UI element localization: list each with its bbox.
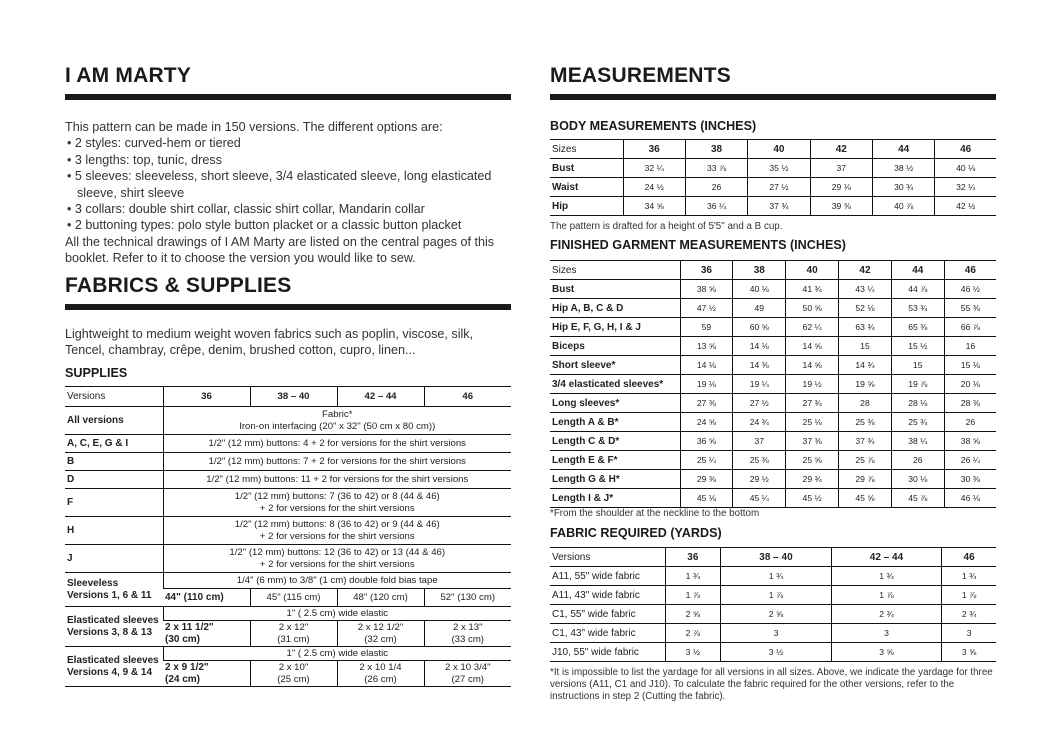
row-value: 15 ⅛ xyxy=(944,356,996,375)
header-cell: Sizes xyxy=(550,261,680,280)
row-value: 37 ¾ xyxy=(748,197,810,216)
row-value: 38 ¼ xyxy=(891,432,944,451)
row-value: 1 ⅞ xyxy=(665,586,721,605)
finished-measurements-title: FINISHED GARMENT MEASUREMENTS (INCHES) xyxy=(550,238,846,252)
row-value: 1 ⅞ xyxy=(721,586,832,605)
row-value: 29 ⅛ xyxy=(810,178,872,197)
row-value: 41 ¾ xyxy=(786,280,839,299)
row-value: 26 xyxy=(944,413,996,432)
row-value: 14 ¾ xyxy=(839,356,892,375)
row-value: 2 x 10 3/4" (27 cm) xyxy=(424,661,511,687)
row-value: 33 ⅞ xyxy=(685,159,747,178)
row-value: 25 ⅜ xyxy=(839,413,892,432)
row-value: 45 ⅞ xyxy=(891,489,944,508)
row-value: 14 ⅛ xyxy=(733,337,786,356)
row-value: 15 ½ xyxy=(891,337,944,356)
row-value: 1 ¾ xyxy=(721,567,832,586)
row-value: 24 ½ xyxy=(623,178,685,197)
row-value: 13 ⅝ xyxy=(680,337,733,356)
row-value: 30 ¾ xyxy=(873,178,935,197)
header-cell: 36 xyxy=(623,140,685,159)
body-rows xyxy=(550,159,996,216)
row-value: 63 ¾ xyxy=(839,318,892,337)
row-value: 2 ⅝ xyxy=(721,605,832,624)
row-label: Hip E, F, G, H, I & J xyxy=(550,318,680,337)
fabric-note: *It is impossible to list the yardage for all versions in all sizes. Above, we indicate the yardage for three versions (A11, C1 and J10). To calculate the fabric required for the other versions, refer to the instructions in step 2 (Cutting the fabric). xyxy=(550,667,993,702)
table-row xyxy=(65,471,511,489)
row-value: 2 ⅝ xyxy=(665,605,721,624)
header-cell: 42 – 44 xyxy=(337,387,424,407)
row-label: A, C, E, G & I xyxy=(65,435,163,453)
row-label: Length E & F* xyxy=(550,451,680,470)
row-value: 1 ⅞ xyxy=(942,586,996,605)
row-label: H xyxy=(65,517,163,545)
row-value: 14 ⅝ xyxy=(786,356,839,375)
row-value: 32 ¼ xyxy=(623,159,685,178)
header-cell: 42 xyxy=(810,140,872,159)
row-value: 19 ⅞ xyxy=(891,375,944,394)
header-cell: 44 xyxy=(873,140,935,159)
row-value: 40 ⅛ xyxy=(935,159,996,178)
table-row xyxy=(65,573,511,589)
row-label: F xyxy=(65,489,163,517)
row-value: 1/2" (12 mm) buttons: 4 + 2 for versions for the shirt versions xyxy=(163,435,511,453)
table-row xyxy=(550,605,996,624)
table-header-row xyxy=(550,548,996,567)
row-label: Bust xyxy=(550,280,680,299)
table-row xyxy=(550,567,996,586)
row-value: 48" (120 cm) xyxy=(337,589,424,607)
row-value: 36 ⅝ xyxy=(680,432,733,451)
row-value: 2 x 10" (25 cm) xyxy=(250,661,337,687)
row-value: 2 ⅞ xyxy=(665,624,721,643)
row-value: 38 ½ xyxy=(873,159,935,178)
row-value: 38 ⅝ xyxy=(944,432,996,451)
row-value: 15 xyxy=(891,356,944,375)
row-label: Long sleeves* xyxy=(550,394,680,413)
row-label: Biceps xyxy=(550,337,680,356)
row-value: 1 ¾ xyxy=(942,567,996,586)
table-row xyxy=(550,197,996,216)
header-cell: 40 xyxy=(786,261,839,280)
body-note: The pattern is drafted for a height of 5'5" and a B cup. xyxy=(550,221,783,232)
row-value: 28 ⅛ xyxy=(891,394,944,413)
row-value: 27 ½ xyxy=(748,178,810,197)
fabric-rows xyxy=(550,567,996,662)
body-measurements-table xyxy=(550,139,996,216)
table-row xyxy=(65,435,511,453)
table-row xyxy=(550,489,996,508)
intro-bullet: • 5 sleeves: sleeveless, short sleeve, 3/4 elasticated sleeve, long elasticated sleeve, shirt sleeve xyxy=(67,169,492,200)
table-row xyxy=(550,356,996,375)
row-value: 1/2" (12 mm) buttons: 7 (36 to 42) or 8 (44 & 46) + 2 for versions for the shirt versions xyxy=(163,489,511,517)
row-label: 3/4 elasticated sleeves* xyxy=(550,375,680,394)
row-value: 40 ⅞ xyxy=(873,197,935,216)
row-value: 2 ¾ xyxy=(831,605,942,624)
fabric-required-title: FABRIC REQUIRED (YARDS) xyxy=(550,526,722,540)
row-value: 1 ¾ xyxy=(831,567,942,586)
row-value: 29 ¾ xyxy=(786,470,839,489)
table-header-row xyxy=(550,140,996,159)
finished-rows xyxy=(550,280,996,508)
row-value: 49 xyxy=(733,299,786,318)
header-cell: 38 – 40 xyxy=(250,387,337,407)
table-row xyxy=(550,159,996,178)
row-value: 25 ⅞ xyxy=(839,451,892,470)
row-value: 29 ½ xyxy=(733,470,786,489)
row-value: 34 ⅝ xyxy=(623,197,685,216)
row-value: 26 ¼ xyxy=(944,451,996,470)
table-row xyxy=(65,607,511,621)
row-value: 1/4" (6 mm) to 3/8" (1 cm) double fold bias tape xyxy=(163,573,511,589)
row-value: 1" ( 2.5 cm) wide elastic xyxy=(163,647,511,661)
row-value: 25 ⅜ xyxy=(733,451,786,470)
table-row xyxy=(550,586,996,605)
row-value: 15 xyxy=(839,337,892,356)
row-label: B xyxy=(65,453,163,471)
table-row xyxy=(550,299,996,318)
row-value: 2 ¾ xyxy=(942,605,996,624)
header-cell: Sizes xyxy=(550,140,623,159)
row-value: 14 ⅜ xyxy=(733,356,786,375)
row-value: 37 xyxy=(733,432,786,451)
row-label: Bust xyxy=(550,159,623,178)
row-value: 37 ¾ xyxy=(839,432,892,451)
row-value: 3 xyxy=(942,624,996,643)
row-label: D xyxy=(65,471,163,489)
row-value: 45 ¼ xyxy=(733,489,786,508)
measurements-rule xyxy=(550,94,996,100)
row-label: Elasticated sleeves Versions 3, 8 & 13 xyxy=(65,607,163,647)
intro-bullet: • 3 lengths: top, tunic, dress xyxy=(67,152,222,167)
table-row xyxy=(550,375,996,394)
row-label: Hip xyxy=(550,197,623,216)
row-label: Length I & J* xyxy=(550,489,680,508)
row-value: 14 ⅝ xyxy=(786,337,839,356)
header-cell: 36 xyxy=(680,261,733,280)
table-row xyxy=(65,407,511,435)
header-cell: 38 xyxy=(685,140,747,159)
row-value: 3 xyxy=(831,624,942,643)
row-value: 20 ⅛ xyxy=(944,375,996,394)
row-value: 43 ¼ xyxy=(839,280,892,299)
row-label: C1, 43" wide fabric xyxy=(550,624,665,643)
row-value: 27 ½ xyxy=(733,394,786,413)
row-value: 38 ⅝ xyxy=(680,280,733,299)
table-row xyxy=(550,470,996,489)
intro-closing: All the technical drawings of I AM Marty are listed on the central pages of this booklet. Refer to it to choose the version you would like to sew. xyxy=(65,234,495,266)
table-row xyxy=(65,489,511,517)
row-value: 1" ( 2.5 cm) wide elastic xyxy=(163,607,511,621)
intro-bullet: • 3 collars: double shirt collar, classic shirt collar, Mandarin collar xyxy=(67,202,425,217)
row-value: 2 x 12 1/2" (32 cm) xyxy=(337,621,424,647)
row-value: 46 ⅛ xyxy=(944,489,996,508)
table-row xyxy=(550,280,996,299)
header-cell: 36 xyxy=(665,548,721,567)
table-row xyxy=(550,624,996,643)
row-value: 19 ½ xyxy=(786,375,839,394)
table-row xyxy=(65,453,511,471)
row-value: 3 ⅝ xyxy=(942,643,996,662)
row-value: 2 x 9 1/2" (24 cm) xyxy=(163,661,250,687)
row-value: 14 ⅛ xyxy=(680,356,733,375)
row-value: 25 ⅛ xyxy=(786,413,839,432)
header-cell: 42 xyxy=(839,261,892,280)
row-label: Waist xyxy=(550,178,623,197)
row-value: 45 ½ xyxy=(786,489,839,508)
row-value: 1/2" (12 mm) buttons: 7 + 2 for versions for the shirt versions xyxy=(163,453,511,471)
row-value: 19 ⅛ xyxy=(680,375,733,394)
row-value: 66 ⅞ xyxy=(944,318,996,337)
row-value: 3 ½ xyxy=(721,643,832,662)
row-label: Length A & B* xyxy=(550,413,680,432)
row-label: Hip A, B, C & D xyxy=(550,299,680,318)
table-row xyxy=(550,451,996,470)
row-value: 40 ⅛ xyxy=(733,280,786,299)
table-row xyxy=(550,643,996,662)
table-header-row xyxy=(550,261,996,280)
finished-measurements-table xyxy=(550,260,996,508)
header-cell: 46 xyxy=(424,387,511,407)
row-value: 2 x 13" (33 cm) xyxy=(424,621,511,647)
title-rule xyxy=(65,94,511,100)
row-label: Length C & D* xyxy=(550,432,680,451)
row-value: 50 ⅝ xyxy=(786,299,839,318)
row-value: 2 x 11 1/2" (30 cm) xyxy=(163,621,250,647)
row-value: 29 ⅞ xyxy=(839,470,892,489)
row-value: 53 ¾ xyxy=(891,299,944,318)
row-value: 35 ½ xyxy=(748,159,810,178)
row-value: 39 ⅜ xyxy=(810,197,872,216)
row-value: 65 ⅜ xyxy=(891,318,944,337)
fabrics-rule xyxy=(65,304,511,310)
row-value: 2 x 10 1/4 (26 cm) xyxy=(337,661,424,687)
header-cell: 38 xyxy=(733,261,786,280)
row-value: 26 xyxy=(891,451,944,470)
row-value: 27 ⅜ xyxy=(680,394,733,413)
row-value: 32 ¼ xyxy=(935,178,996,197)
row-value: 29 ⅜ xyxy=(680,470,733,489)
header-cell: Versions xyxy=(65,387,163,407)
row-value: 30 ⅜ xyxy=(944,470,996,489)
intro-bullet: • 2 buttoning types: polo style button placket or a classic button placket xyxy=(67,218,462,233)
row-value: 16 xyxy=(944,337,996,356)
header-cell: 38 – 40 xyxy=(721,548,832,567)
row-value: 3 ⅝ xyxy=(831,643,942,662)
row-value: 59 xyxy=(680,318,733,337)
row-value: Fabric* Iron-on interfacing (20" x 32" (50 cm x 80 cm)) xyxy=(163,407,511,435)
row-label: J xyxy=(65,545,163,573)
table-row xyxy=(65,545,511,573)
row-label: Length G & H* xyxy=(550,470,680,489)
header-cell: 46 xyxy=(935,140,996,159)
header-cell: 36 xyxy=(163,387,250,407)
row-value: 45" (115 cm) xyxy=(250,589,337,607)
row-label: Short sleeve* xyxy=(550,356,680,375)
header-cell: Versions xyxy=(550,548,665,567)
table-row xyxy=(550,432,996,451)
table-row xyxy=(550,413,996,432)
row-value: 45 ⅛ xyxy=(680,489,733,508)
table-row xyxy=(550,337,996,356)
row-value: 62 ¼ xyxy=(786,318,839,337)
header-cell: 44 xyxy=(891,261,944,280)
row-value: 24 ⅝ xyxy=(680,413,733,432)
table-row xyxy=(65,647,511,661)
row-value: 44" (110 cm) xyxy=(163,589,250,607)
row-value: 1/2" (12 mm) buttons: 8 (36 to 42) or 9 (44 & 46) + 2 for versions for the shirt versions xyxy=(163,517,511,545)
row-value: 37 xyxy=(810,159,872,178)
supplies-title: SUPPLIES xyxy=(65,366,128,380)
row-value: 26 xyxy=(685,178,747,197)
header-cell: 40 xyxy=(748,140,810,159)
table-row xyxy=(550,318,996,337)
row-value: 42 ½ xyxy=(935,197,996,216)
row-label: C1, 55" wide fabric xyxy=(550,605,665,624)
row-value: 19 ¼ xyxy=(733,375,786,394)
row-value: 3 xyxy=(721,624,832,643)
measurements-title: MEASUREMENTS xyxy=(550,64,731,87)
table-row xyxy=(550,178,996,197)
intro-line: This pattern can be made in 150 versions. The different options are: xyxy=(65,120,443,134)
row-value: 28 ⅜ xyxy=(944,394,996,413)
header-cell: 42 – 44 xyxy=(831,548,942,567)
row-value: 3 ½ xyxy=(665,643,721,662)
row-value: 60 ⅝ xyxy=(733,318,786,337)
row-value: 25 ⅝ xyxy=(786,451,839,470)
page-title-marty: I AM MARTY xyxy=(65,64,192,87)
row-value: 24 ¾ xyxy=(733,413,786,432)
row-value: 2 x 12" (31 cm) xyxy=(250,621,337,647)
row-label: A11, 43" wide fabric xyxy=(550,586,665,605)
table-row xyxy=(65,517,511,545)
row-value: 30 ⅛ xyxy=(891,470,944,489)
row-value: 37 ⅜ xyxy=(786,432,839,451)
table-header-row xyxy=(65,387,511,407)
row-value: 36 ¼ xyxy=(685,197,747,216)
table-row xyxy=(550,394,996,413)
intro-bullet: • 2 styles: curved-hem or tiered xyxy=(67,136,241,151)
fabrics-title: FABRICS & SUPPLIES xyxy=(65,274,292,297)
row-value: 1/2" (12 mm) buttons: 12 (36 to 42) or 13 (44 & 46) + 2 for versions for the shirt versions xyxy=(163,545,511,573)
row-label: J10, 55" wide fabric xyxy=(550,643,665,662)
row-value: 1/2" (12 mm) buttons: 11 + 2 for versions for the shirt versions xyxy=(163,471,511,489)
header-cell: 46 xyxy=(944,261,996,280)
row-value: 45 ⅝ xyxy=(839,489,892,508)
row-value: 25 ¼ xyxy=(680,451,733,470)
intro-text xyxy=(65,119,511,267)
body-measurements-title: BODY MEASUREMENTS (INCHES) xyxy=(550,119,757,133)
row-value: 55 ⅜ xyxy=(944,299,996,318)
row-label: All versions xyxy=(65,407,163,435)
row-value: 28 xyxy=(839,394,892,413)
row-value: 44 ⅞ xyxy=(891,280,944,299)
row-value: 52 ⅛ xyxy=(839,299,892,318)
row-value: 19 ⅝ xyxy=(839,375,892,394)
header-cell: 46 xyxy=(942,548,996,567)
row-value: 46 ½ xyxy=(944,280,996,299)
row-value: 27 ¾ xyxy=(786,394,839,413)
row-value: 1 ⅞ xyxy=(831,586,942,605)
row-value: 52" (130 cm) xyxy=(424,589,511,607)
fabric-required-table xyxy=(550,547,996,662)
row-label: Elasticated sleeves Versions 4, 9 & 14 xyxy=(65,647,163,687)
row-label: A11, 55" wide fabric xyxy=(550,567,665,586)
fabrics-text: Lightweight to medium weight woven fabrics such as poplin, viscose, silk, Tencel, chambray, crêpe, denim, brushed cotton, cupro, linen... xyxy=(65,327,474,358)
supplies-table xyxy=(65,386,511,687)
row-value: 25 ¾ xyxy=(891,413,944,432)
row-value: 47 ½ xyxy=(680,299,733,318)
finished-note: *From the shoulder at the neckline to the bottom xyxy=(550,508,760,519)
row-label: Sleeveless Versions 1, 6 & 11 xyxy=(65,573,163,607)
row-value: 1 ¾ xyxy=(665,567,721,586)
